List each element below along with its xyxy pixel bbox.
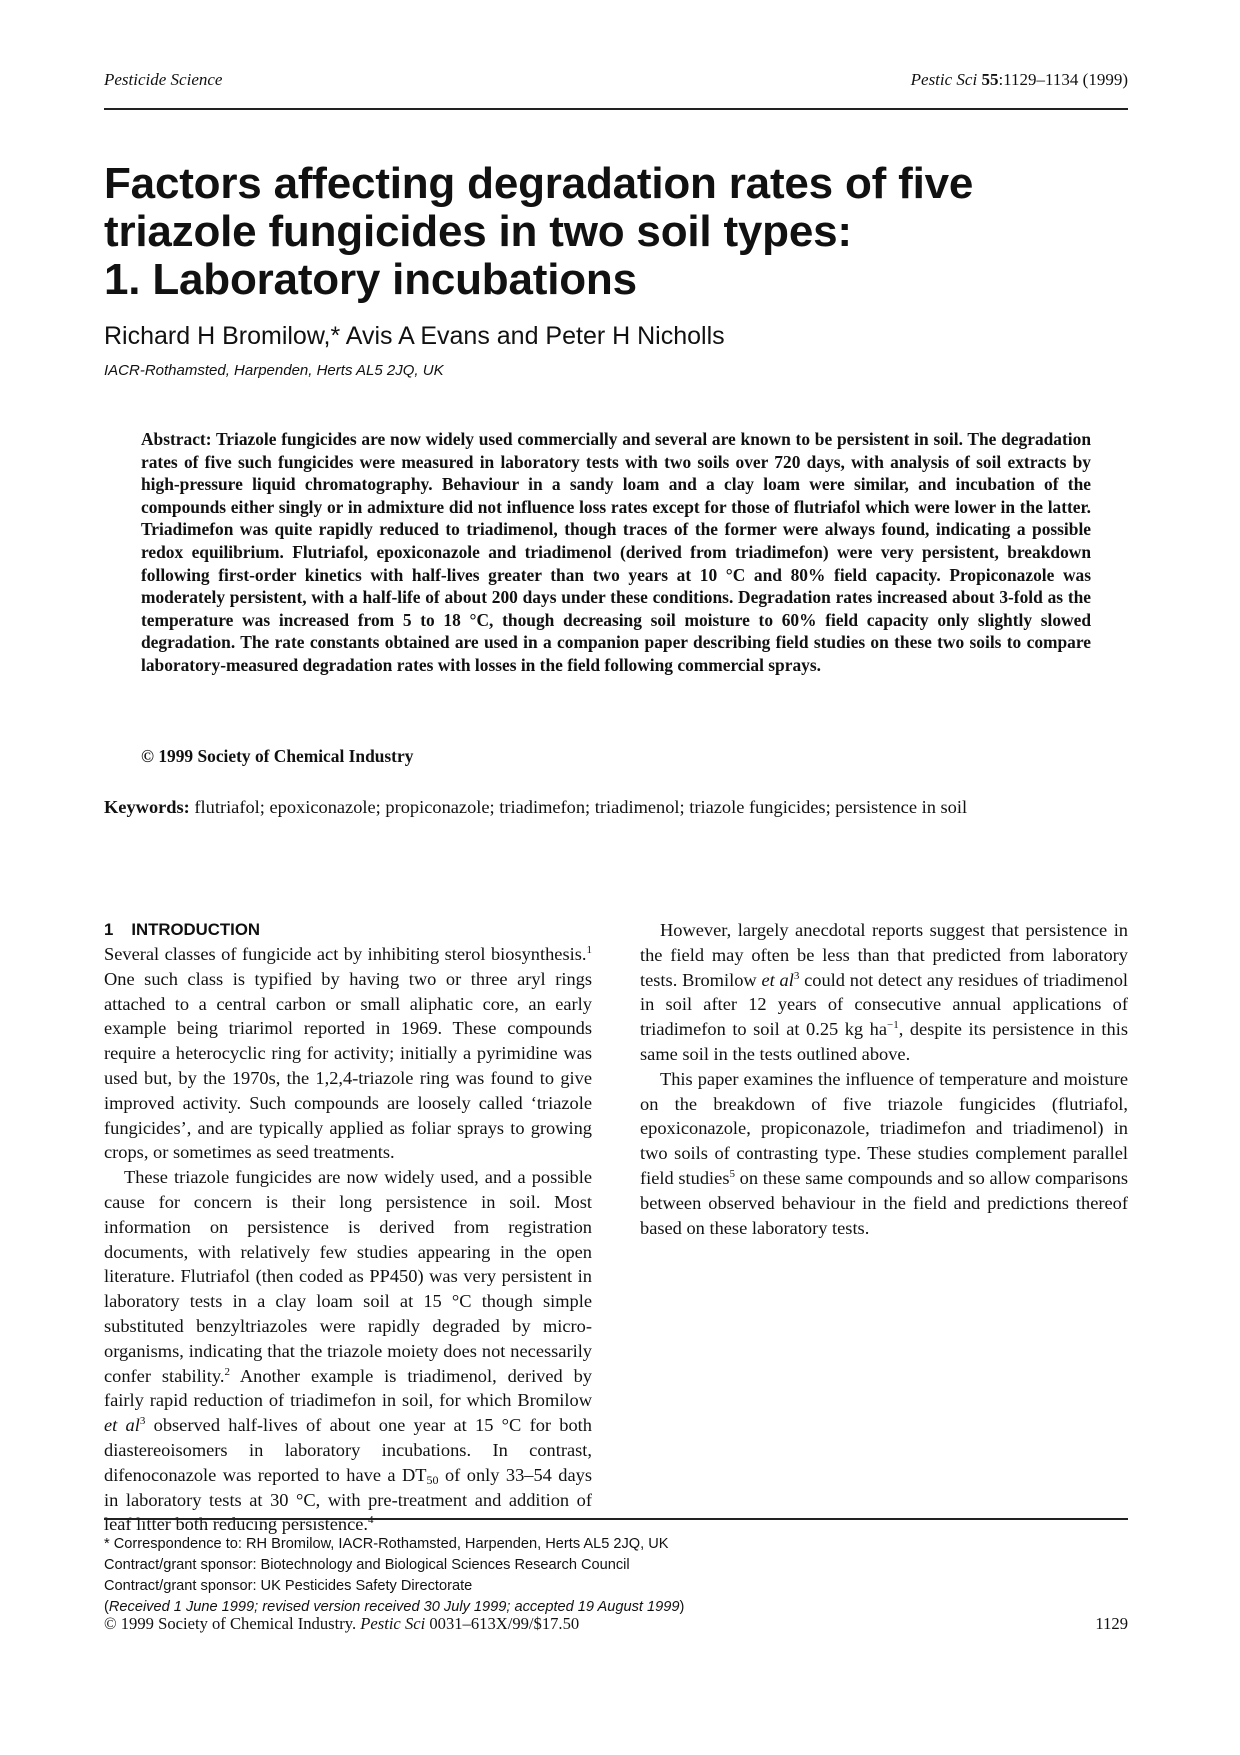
text-run: One such class is typified by having two or three aryl rings attached to a central carbon or small aliphatic core, an early example being triarimol reported in 1969. These compounds require a heterocyclic ring for activity; initially a pyrimidine was used but, by the 1970s, the 1,2,4-triazole ring was found to give improved activity. Such compounds are loosely called ‘triazole fungicides’, and are typically applied as foliar sprays to growing crops, or sometimes as seed treatments.	[104, 968, 592, 1163]
author-list	[104, 322, 725, 351]
text-run: observed half-lives of about one year at 15 °C for both diastereoisomers in laboratory incubations. In contrast, difenoconazole was reported to have a DT	[104, 1415, 592, 1485]
left-column	[104, 918, 592, 1537]
affiliation: IACR-Rothamsted, Harpenden, Herts AL5 2JQ, UK	[104, 362, 444, 379]
right-column	[640, 918, 1128, 1240]
citation	[911, 70, 1128, 90]
reference-5: 5	[729, 1167, 735, 1180]
paragraph-3	[640, 918, 1128, 1067]
footnotes	[104, 1534, 684, 1618]
running-header	[104, 70, 1128, 90]
text-run: Another example is triadimenol, derived by fairly rapid reduction of triadimefon in soil, for which Bromilow	[104, 1365, 592, 1411]
page-footer	[104, 1614, 1128, 1634]
reference-2: 2	[224, 1365, 231, 1378]
reference-4: 4	[368, 1514, 374, 1527]
header-rule	[104, 108, 1128, 110]
authors-first: Richard H Bromilow,	[104, 322, 331, 350]
journal-name: Pesticide Science	[104, 70, 223, 89]
text-run: These triazole fungicides are now widely used, and a possible cause for concern is their long persistence in soil. Most information on persistence is derived from registration documents, with relatively few studies appearing in the open literature. Flutriafol (then coded as PP450) was very persistent in laboratory tests in a clay loam soil at 15 °C though simple substituted benzyltriazoles were rapidly degraded by micro-organisms, indicating that the triazole moiety does not necessarily confer stability.	[104, 1167, 592, 1386]
keywords-label: Keywords:	[104, 797, 190, 817]
received-dates: Received 1 June 1999; revised version received 30 July 1999; accepted 19 August 1999	[108, 1599, 680, 1615]
paragraph-1	[104, 942, 592, 1165]
unit-superscript: −1	[887, 1019, 899, 1032]
title-line-3: 1. Laboratory incubations	[104, 255, 637, 304]
footnote-sponsor-2: Contract/grant sponsor: UK Pesticides Safety Directorate	[104, 1578, 473, 1594]
footnote-correspondence: * Correspondence to: RH Bromilow, IACR-Rothamsted, Harpenden, Herts AL5 2JQ, UK	[104, 1536, 669, 1552]
footnote-rule	[104, 1518, 1128, 1520]
dt50-subscript: 50	[426, 1472, 439, 1487]
page-number: 1129	[1095, 1614, 1128, 1633]
paragraph-4	[640, 1067, 1128, 1241]
footer-copyright: © 1999 Society of Chemical Industry.	[104, 1614, 361, 1633]
paren-close: )	[679, 1599, 685, 1615]
text-run: on these same compounds and so allow comparisons between observed behaviour in the field and predictions thereof based on these laboratory tests.	[640, 1167, 1128, 1238]
text-run: of only 33–54 days in laboratory tests at 30 °C, with pre-treatment and addition of leaf litter both reducing persistence.	[104, 1464, 593, 1535]
title-line-2: triazole fungicides in two soil types:	[104, 207, 852, 256]
section-heading	[104, 918, 592, 942]
reference-3: 3	[139, 1415, 146, 1428]
footer-issn: 0031–613X/99/$17.50	[425, 1614, 580, 1633]
reference-3: 3	[793, 969, 800, 982]
section-title: INTRODUCTION	[131, 920, 260, 939]
citation-pages: :1129–1134 (1999)	[998, 70, 1128, 89]
article-title	[104, 160, 1104, 304]
footer-journal: Pestic Sci	[360, 1614, 426, 1633]
citation-journal: Pestic Sci	[910, 70, 978, 89]
et-al: et al	[104, 1415, 140, 1436]
abstract-text: Abstract: Triazole fungicides are now widely used commercially and several are known to be persistent in soil. The degradation rates of five such fungicides were measured in laboratory tests with two soils over 720 days, with analysis of soil extracts by high-pressure liquid chromatography. Behaviour in a sandy loam and a clay loam were similar, and incubation of the compounds either singly or in admixture did not influence loss rates except for those of flutriafol which were lower in the latter. Triadimefon was quite rapidly reduced to triadimenol, though traces of the former were always found, indicating a possible redox equilibrium. Flutriafol, epoxiconazole and triadimenol (derived from triadimefon) were very persistent, breakdown following first-order kinetics with half-lives greater than two years at 10 °C and 80% field capacity. Propiconazole was moderately persistent, with a half-life of about 200 days under these conditions. Degradation rates increased about 3-fold as the temperature was increased from 5 to 18 °C, though decreasing soil moisture to 60% field capacity only slightly slowed degradation. The rate constants obtained are used in a companion paper describing field studies on these two soils to compare laboratory-measured degradation rates with losses in the field following commercial sprays.	[141, 429, 1091, 675]
footnote-sponsor-1: Contract/grant sponsor: Biotechnology and Biological Sciences Research Council	[104, 1557, 630, 1573]
footer-citation	[104, 1614, 579, 1634]
citation-volume: 55	[981, 70, 999, 89]
text-run: , despite its persistence in this same soil in the tests outlined above.	[640, 1019, 1128, 1064]
text-run: However, largely anecdotal reports suggest that persistence in the field may often be less than that predicted from laboratory tests. Bromilow	[640, 920, 1128, 990]
paren-open: (	[104, 1599, 109, 1615]
text-run: This paper examines the influence of temperature and moisture on the breakdown of five triazole fungicides (flutriafol, epoxiconazole, propiconazole, triadimefon and triadimenol) in two soils of contrasting type. These studies complement parallel field studies	[640, 1068, 1128, 1188]
keywords-list: flutriafol; epoxiconazole; propiconazole; triadimefon; triadimenol; triazole fungicides; persistence in soil	[189, 797, 968, 817]
et-al: et al	[761, 969, 794, 990]
text-run: could not detect any residues of triadimenol in soil after 12 years of consecutive annual applications of triadimefon to soil at 0.25 kg ha	[640, 969, 1128, 1040]
correspondence-mark: *	[330, 322, 341, 350]
abstract-copyright: © 1999 Society of Chemical Industry	[141, 746, 414, 766]
reference-1: 1	[586, 944, 592, 956]
authors-rest: Avis A Evans and Peter H Nicholls	[340, 322, 725, 350]
section-number: 1	[104, 920, 114, 939]
title-line-1: Factors affecting degradation rates of five	[104, 159, 974, 208]
keywords	[104, 796, 1128, 819]
text-run: Several classes of fungicide act by inhibiting sterol biosynthesis.	[104, 944, 587, 964]
paragraph-2	[104, 1165, 592, 1537]
